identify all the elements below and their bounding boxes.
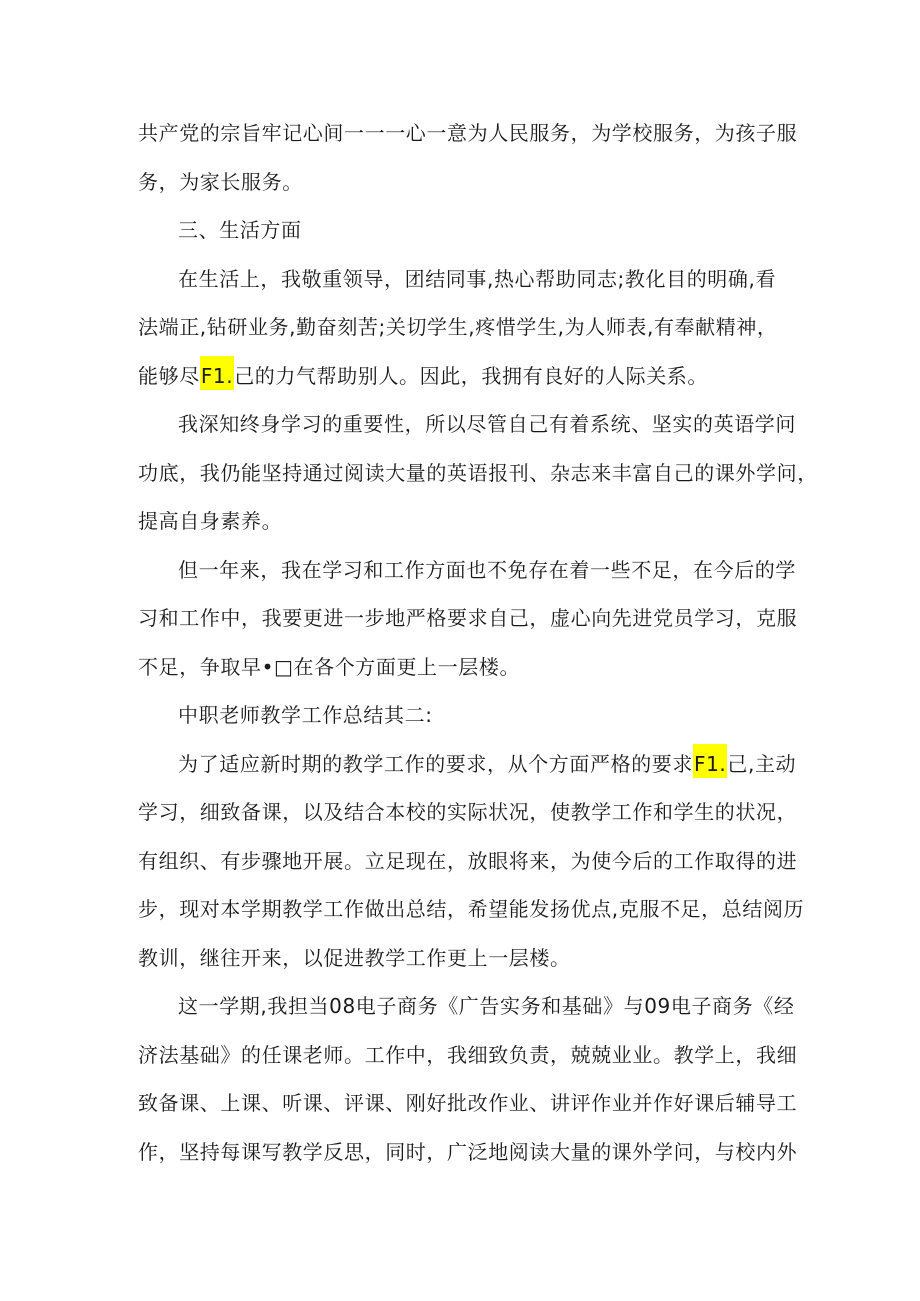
- p5-line4: 步，现对本学期教学工作做出总结，希望能发扬优点,克服不足，总结阅历: [138, 897, 805, 921]
- p3-line1: 我深知终身学习的重要性，所以尽管自己有着系统、坚实的英语学问: [178, 412, 796, 436]
- p5-line1-after: 己,主动: [727, 752, 797, 776]
- p2-line2: 法端正,钻研业务,勤奋刻苦;关切学生,疼惜学生,为人师表,有奉献精神，: [138, 315, 778, 339]
- p1-line1: 共产党的宗旨牢记心间一一一心一意为人民服务，为学校服务，为孩子服: [138, 121, 798, 145]
- p5-line1-before: 为了适应新时期的教学工作的要求，从个方面严格的要求: [178, 752, 693, 776]
- p5-line5: 教训，继往开来，以促进教学工作更上一层楼。: [138, 946, 571, 970]
- highlight-mark: F1.: [200, 356, 234, 390]
- highlight-mark: F1.: [693, 744, 727, 778]
- p6-line3: 致备课、上课、听课、评课、刚好批改作业、讲评作业并作好课后辅导工: [138, 1091, 798, 1115]
- p3-line3: 提高自身素养。: [138, 509, 283, 533]
- p4-line3: 不足，争取早•□在各个方面更上一层楼。: [138, 655, 521, 679]
- p4-line2: 习和工作中，我要更进一步地严格要求自己，虚心向先进党员学习，克服: [138, 606, 798, 630]
- p2-line1: 在生活上，我敬重领导，团结同事,热心帮助同志;教化目的明确,看: [178, 267, 777, 291]
- p5-line1: [178, 752, 796, 778]
- p2-line3-after: 己的力气帮助别人。因此，我拥有良好的人际关系。: [234, 364, 709, 388]
- p6-line1: 这一学期,我担当08电子商务《广告实务和基础》与09电子商务《经: [178, 994, 795, 1018]
- p2-line3: [138, 364, 708, 390]
- p3-line2: 功底，我仍能坚持通过阅读大量的英语报刊、杂志来丰富自己的课外学问，: [138, 461, 818, 485]
- section-heading-part2: 中职老师教学工作总结其二:: [178, 703, 433, 727]
- p5-line3: 有组织、有步骤地开展。立足现在，放眼将来，为使今后的工作取得的进: [138, 849, 798, 873]
- section-heading-life: 三、生活方面: [178, 218, 302, 242]
- p2-line3-before: 能够尽: [138, 364, 200, 388]
- p4-line1: 但一年来，我在学习和工作方面也不免存在着一些不足，在今后的学: [178, 558, 796, 582]
- p1-line2: 务，为家长服务。: [138, 170, 303, 194]
- p6-line2: 济法基础》的任课老师。工作中，我细致负责，兢兢业业。教学上，我细: [138, 1043, 798, 1067]
- p5-line2: 学习，细致备课，以及结合本校的实际状况，使教学工作和学生的状况，: [138, 800, 798, 824]
- p6-line4: 作，坚持每课写教学反思，同时，广泛地阅读大量的课外学问，与校内外: [138, 1140, 798, 1164]
